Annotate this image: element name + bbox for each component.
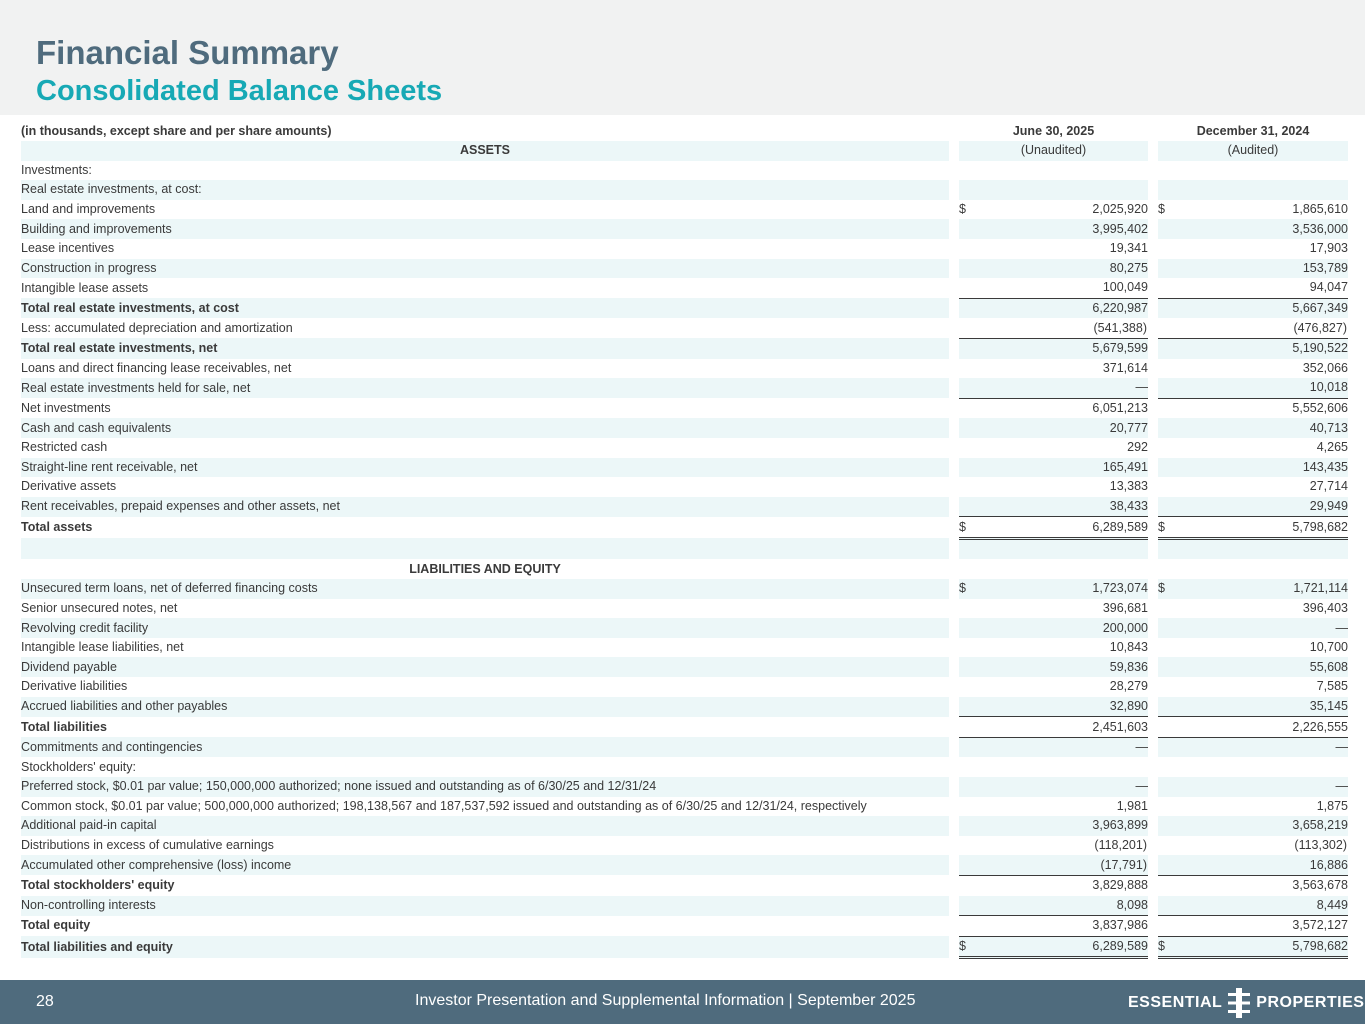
spacer-row	[21, 538, 1348, 559]
row-label: Total stockholders' equity	[21, 878, 175, 893]
table-row	[21, 219, 1348, 239]
column-header-row	[21, 121, 1348, 141]
value-june-2025: 292	[1127, 440, 1148, 455]
table-row	[21, 816, 1348, 836]
row-label: Restricted cash	[21, 440, 108, 455]
table-row-subtotal	[21, 298, 1348, 318]
page-subtitle: Consolidated Balance Sheets	[36, 75, 443, 107]
row-label: Stockholders' equity:	[21, 759, 136, 774]
table-row-subtotal	[21, 338, 1348, 358]
value-dec-2024: 7,585	[1316, 679, 1348, 694]
row-label: Total assets	[21, 520, 93, 535]
value-dec-2024: —	[1178, 737, 1348, 757]
row-label: Straight-line rent receivable, net	[21, 458, 949, 478]
table-row-subtotal	[21, 717, 1348, 738]
table-row	[21, 677, 1348, 697]
value-dec-2024: 3,563,678	[1178, 875, 1348, 895]
row-label: Non-controlling interests	[21, 896, 949, 916]
table-row	[21, 657, 1348, 677]
table-row	[21, 697, 1348, 717]
table-row-subtotal	[21, 398, 1348, 418]
value-dec-2024: 3,536,000	[1178, 219, 1348, 239]
value-dec-2024: —	[1178, 777, 1348, 797]
row-label: Senior unsecured notes, net	[21, 600, 178, 615]
value-june-2025: 8,098	[979, 896, 1148, 916]
value-dec-2024: 1,875	[1316, 798, 1348, 813]
row-label: Total equity	[21, 918, 91, 933]
value-june-2025: 3,995,402	[979, 219, 1148, 239]
row-label: Common stock, $0.01 par value; 500,000,000 authorized; 198,138,567 and 187,537,592 issued and outstanding as of 6/30/25 and 12/31/24, respectively	[21, 798, 867, 813]
row-label: Derivative liabilities	[21, 679, 128, 694]
row-label: Revolving credit facility	[21, 618, 949, 638]
col2-status: (Audited)	[1158, 141, 1348, 161]
table-row	[21, 180, 1348, 200]
value-june-2025: 38,433	[979, 497, 1148, 517]
row-label: Derivative assets	[21, 479, 117, 494]
value-june-2025: —	[979, 378, 1148, 398]
value-dec-2024: 5,190,522	[1178, 338, 1348, 358]
row-label: Real estate investments held for sale, net	[21, 378, 949, 398]
row-label: Unsecured term loans, net of deferred financing costs	[21, 579, 949, 599]
table-row	[21, 278, 1348, 298]
value-june-2025: 6,289,589	[979, 517, 1148, 539]
value-dec-2024: 8,449	[1178, 896, 1348, 916]
row-label: Intangible lease assets	[21, 280, 149, 295]
row-label: Real estate investments, at cost:	[21, 180, 949, 200]
table-row	[21, 259, 1348, 279]
value-june-2025: 6,289,589	[979, 936, 1148, 958]
header-band	[0, 0, 1365, 115]
currency-symbol: $	[959, 936, 979, 958]
currency-symbol: $	[959, 517, 979, 539]
table-row	[21, 618, 1348, 638]
value-dec-2024: 2,226,555	[1178, 717, 1348, 738]
assets-heading-row	[21, 141, 1348, 161]
liabilities-heading-row	[21, 559, 1348, 579]
value-dec-2024: 5,798,682	[1178, 517, 1348, 539]
row-label: Total liabilities and equity	[21, 936, 949, 958]
row-label: Total liabilities	[21, 719, 107, 734]
table-row	[21, 359, 1348, 379]
currency-symbol: $	[1158, 579, 1178, 599]
value-june-2025: 2,451,603	[979, 717, 1148, 738]
logo-word-left: ESSENTIAL	[1128, 994, 1223, 1011]
table-row	[21, 836, 1348, 856]
row-label: Construction in progress	[21, 259, 949, 279]
footer-text: Investor Presentation and Supplemental Information | September 2025	[415, 992, 916, 1009]
value-june-2025: 1,723,074	[979, 579, 1148, 599]
row-label: Building and improvements	[21, 219, 949, 239]
value-june-2025: 100,049	[1102, 280, 1148, 295]
table-row	[21, 438, 1348, 458]
logo-mark-icon	[1228, 988, 1250, 1018]
value-dec-2024: 352,066	[1302, 360, 1348, 375]
table-row	[21, 318, 1348, 338]
row-label: Net investments	[21, 400, 111, 415]
value-dec-2024: 3,658,219	[1178, 816, 1348, 836]
currency-symbol: $	[1158, 936, 1178, 958]
value-june-2025: 10,843	[1109, 640, 1148, 655]
value-june-2025: 59,836	[979, 657, 1148, 677]
value-june-2025: —	[979, 777, 1148, 797]
table-row	[21, 497, 1348, 517]
value-june-2025: 6,051,213	[979, 398, 1148, 418]
table-row	[21, 378, 1348, 398]
footer-bar	[0, 980, 1365, 1024]
value-june-2025: 396,681	[1102, 600, 1148, 615]
liabilities-heading: LIABILITIES AND EQUITY	[409, 561, 561, 576]
value-dec-2024: 5,798,682	[1178, 936, 1348, 958]
logo-word-right: PROPERTIES	[1256, 994, 1365, 1011]
table-row-subtotal	[21, 875, 1348, 895]
value-june-2025: —	[979, 737, 1148, 757]
table-row	[21, 896, 1348, 916]
value-dec-2024: 40,713	[1178, 418, 1348, 438]
row-label: Loans and direct financing lease receivables, net	[21, 360, 292, 375]
value-june-2025: 1,981	[1116, 798, 1148, 813]
row-label: Dividend payable	[21, 657, 949, 677]
table-row	[21, 737, 1348, 757]
value-june-2025: 28,279	[1109, 679, 1148, 694]
value-june-2025: 5,679,599	[979, 338, 1148, 358]
row-label: Intangible lease liabilities, net	[21, 640, 184, 655]
table-row	[21, 200, 1348, 220]
value-june-2025: 200,000	[979, 618, 1148, 638]
value-dec-2024: 55,608	[1178, 657, 1348, 677]
value-june-2025: 3,829,888	[979, 875, 1148, 895]
row-label: Commitments and contingencies	[21, 737, 949, 757]
row-label: Land and improvements	[21, 202, 156, 217]
table-row-total	[21, 517, 1348, 539]
balance-sheet-table	[21, 121, 1348, 959]
table-row-subtotal	[21, 916, 1348, 937]
value-dec-2024: 5,552,606	[1178, 398, 1348, 418]
value-dec-2024: 10,018	[1178, 378, 1348, 398]
value-dec-2024: 29,949	[1178, 497, 1348, 517]
value-dec-2024: 16,886	[1178, 855, 1348, 875]
table-row	[21, 418, 1348, 438]
table-row	[21, 239, 1348, 259]
value-june-2025: 19,341	[1109, 241, 1148, 256]
col-june-2025-header: June 30, 2025	[1012, 123, 1095, 138]
value-june-2025: 20,777	[979, 418, 1148, 438]
row-label: Preferred stock, $0.01 par value; 150,000,000 authorized; none issued and outstanding as of 6/30/25 and 12/31/24	[21, 777, 949, 797]
value-dec-2024: 153,789	[1178, 259, 1348, 279]
value-dec-2024: 35,145	[1178, 697, 1348, 717]
value-dec-2024: 94,047	[1309, 280, 1348, 295]
value-june-2025: 165,491	[979, 458, 1148, 478]
col1-status: (Unaudited)	[959, 141, 1148, 161]
value-june-2025: (17,791)	[979, 855, 1148, 875]
row-label: Lease incentives	[21, 241, 115, 256]
page-title: Financial Summary	[36, 34, 339, 71]
currency-symbol: $	[1158, 517, 1178, 539]
page-number: 28	[36, 993, 54, 1010]
table-row	[21, 757, 1348, 777]
value-dec-2024: 143,435	[1178, 458, 1348, 478]
value-june-2025: 13,383	[1109, 479, 1148, 494]
currency-symbol: $	[959, 202, 966, 217]
value-june-2025: 3,963,899	[979, 816, 1148, 836]
row-label: Rent receivables, prepaid expenses and other assets, net	[21, 497, 949, 517]
currency-symbol: $	[1158, 202, 1165, 217]
value-dec-2024: 1,865,610	[1292, 202, 1348, 217]
value-dec-2024: 17,903	[1309, 241, 1348, 256]
value-june-2025: 371,614	[1102, 360, 1148, 375]
row-label: Cash and cash equivalents	[21, 418, 949, 438]
table-row	[21, 797, 1348, 817]
table-row	[21, 477, 1348, 497]
currency-symbol: $	[959, 579, 979, 599]
value-dec-2024: 4,265	[1316, 440, 1348, 455]
value-dec-2024: 27,714	[1309, 479, 1348, 494]
row-label: Total real estate investments, at cost	[21, 298, 949, 318]
table-row-total	[21, 936, 1348, 958]
value-dec-2024: (476,827)	[1293, 320, 1347, 335]
table-row	[21, 599, 1348, 619]
table-row	[21, 458, 1348, 478]
assets-heading: ASSETS	[21, 141, 949, 161]
row-label: Total real estate investments, net	[21, 338, 949, 358]
company-logo	[1128, 990, 1364, 1016]
table-row	[21, 638, 1348, 658]
value-june-2025: 80,275	[979, 259, 1148, 279]
col-dec-2024-header: December 31, 2024	[1196, 123, 1310, 138]
table-row	[21, 579, 1348, 599]
table-row	[21, 855, 1348, 875]
row-label: Distributions in excess of cumulative earnings	[21, 838, 274, 853]
value-dec-2024: (113,302)	[1294, 838, 1347, 853]
value-june-2025: 3,837,986	[979, 916, 1148, 937]
unit-note: (in thousands, except share and per share amounts)	[21, 123, 332, 138]
value-june-2025: 6,220,987	[979, 298, 1148, 318]
value-june-2025: 32,890	[979, 697, 1148, 717]
value-june-2025: (118,201)	[1094, 838, 1147, 853]
row-label: Accrued liabilities and other payables	[21, 697, 949, 717]
value-dec-2024: 10,700	[1309, 640, 1348, 655]
table-row	[21, 777, 1348, 797]
value-dec-2024: 396,403	[1302, 600, 1348, 615]
value-dec-2024: 3,572,127	[1178, 916, 1348, 937]
value-dec-2024: 5,667,349	[1178, 298, 1348, 318]
row-label: Accumulated other comprehensive (loss) income	[21, 855, 949, 875]
value-june-2025: (541,388)	[1093, 320, 1147, 335]
value-dec-2024: —	[1178, 618, 1348, 638]
row-label: Less: accumulated depreciation and amortization	[21, 320, 293, 335]
table-row	[21, 161, 1348, 181]
value-dec-2024: 1,721,114	[1178, 579, 1348, 599]
row-label: Additional paid-in capital	[21, 816, 949, 836]
value-june-2025: 2,025,920	[1092, 202, 1148, 217]
row-label: Investments:	[21, 162, 92, 177]
